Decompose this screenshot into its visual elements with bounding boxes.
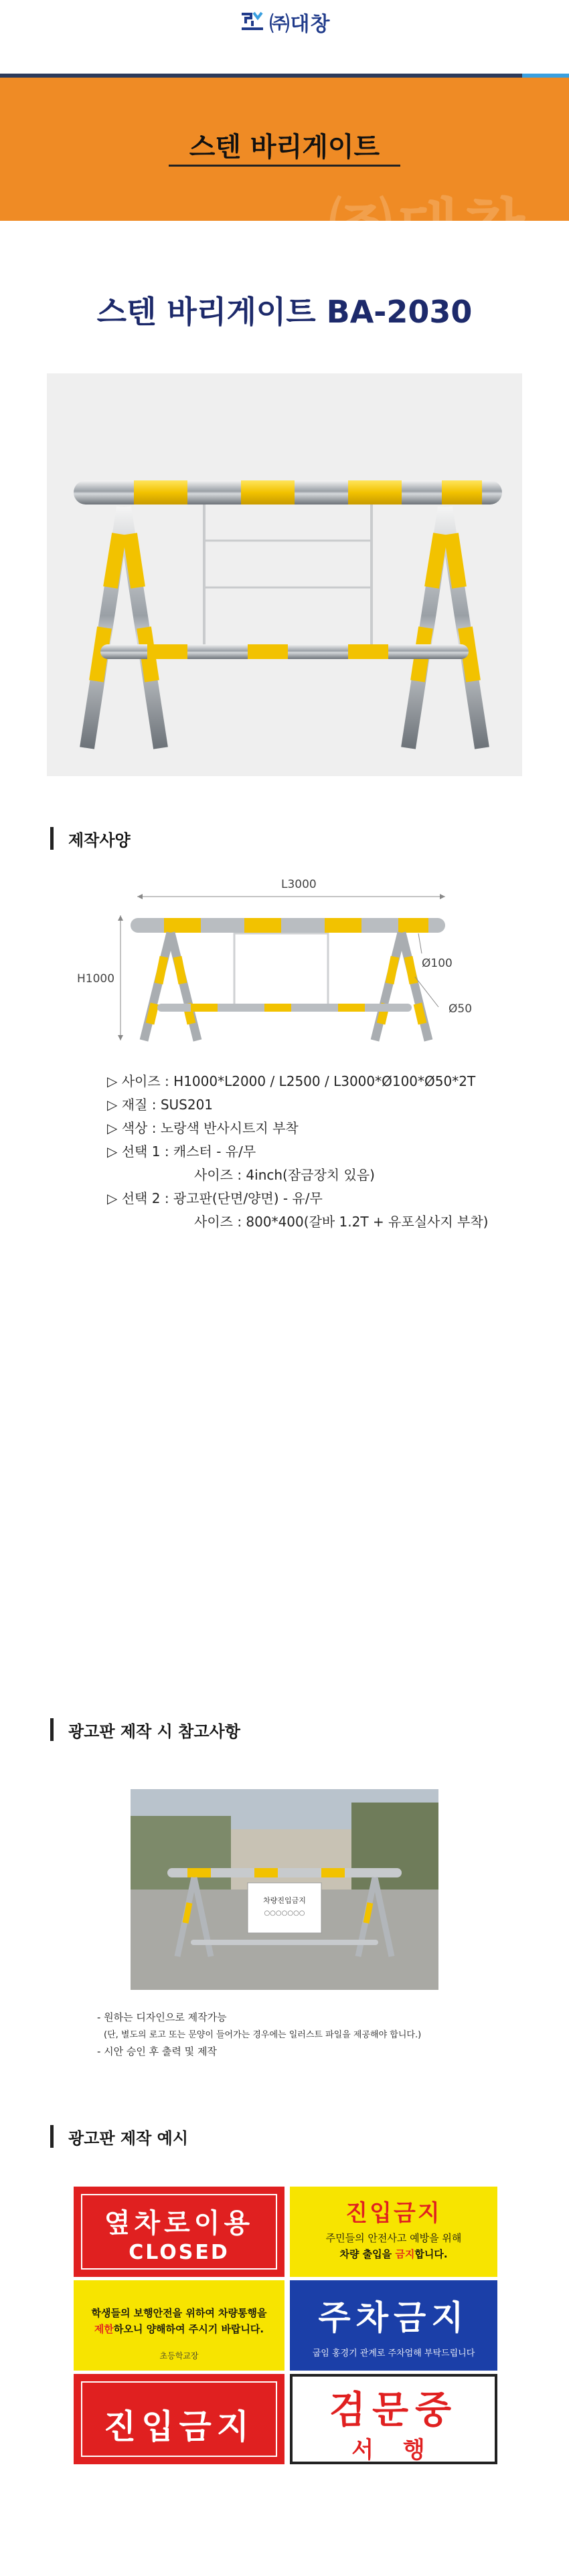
section-bar bbox=[50, 2125, 54, 2148]
banner-underline bbox=[169, 165, 400, 167]
banner-title: 스텐 바리게이트 bbox=[189, 132, 380, 163]
logo-mark-icon bbox=[239, 9, 266, 35]
spec-color: ▷ 색상 : 노랑색 반사시트지 부착 bbox=[107, 1120, 299, 1136]
section-heading-ad-notes bbox=[50, 1718, 240, 1742]
spec-option1-size: 사이즈 : 4inch(잠금장치 있음) bbox=[194, 1167, 375, 1183]
sign-title: 옆차로이용 bbox=[104, 2208, 254, 2239]
sign-line2 bbox=[74, 2322, 284, 2336]
sign-lane-closed bbox=[74, 2187, 284, 2277]
product-title: 스텐 바리게이트 BA-2030 bbox=[96, 294, 473, 330]
sign-line2 bbox=[290, 2247, 497, 2261]
section-title: 광고판 제작 시 참고사항 bbox=[68, 1722, 240, 1741]
sign-subtitle: 서 행 bbox=[351, 2437, 436, 2464]
section-bar bbox=[50, 827, 54, 850]
sign-line1: 주민들의 안전사고 예방을 위해 bbox=[325, 2232, 462, 2244]
dimension-drawing bbox=[64, 870, 479, 1050]
company-logo bbox=[0, 5, 569, 39]
sign-title: 진입금지 bbox=[103, 2407, 255, 2446]
spec-option2: ▷ 선택 2 : 광고판(단면/양면) - 유/무 bbox=[107, 1190, 323, 1206]
ad-board-photo bbox=[131, 1789, 438, 1990]
note-line3: - 시안 승인 후 출력 및 제작 bbox=[97, 2045, 217, 2057]
dimension-pipe-top: Ø100 bbox=[422, 957, 453, 970]
ad-sign-line2: ○○○○○○○ bbox=[264, 1910, 305, 1917]
spec-size: ▷ 사이즈 : H1000*L2000 / L2500 / L3000*Ø100*Ø50*2T bbox=[107, 1073, 476, 1089]
sign-title: 주차금지 bbox=[318, 2298, 469, 2337]
sign-title: 진입금지 bbox=[345, 2200, 442, 2227]
section-title: 광고판 제작 예시 bbox=[68, 2128, 188, 2148]
note-line2: (단, 별도의 로고 또는 문양이 들어가는 경우에는 일러스트 파일을 제공해야 합니다.) bbox=[104, 2030, 422, 2040]
logo-text: ㈜대창 bbox=[269, 13, 331, 36]
product-photo bbox=[47, 373, 522, 776]
sign-no-entry-residents bbox=[290, 2187, 497, 2277]
section-bar bbox=[50, 1718, 54, 1741]
section-title: 제작사양 bbox=[68, 830, 131, 850]
sign-no-entry bbox=[74, 2374, 284, 2464]
sign-line2-post: 합니다. bbox=[414, 2248, 448, 2260]
sign-line1: 학생들의 보행안전을 위하여 차량통행을 bbox=[91, 2307, 267, 2319]
note-line1: - 원하는 디자인으로 제작가능 bbox=[97, 2011, 227, 2023]
sign-line2-post: 하오니 양해하여 주시기 바랍니다. bbox=[113, 2323, 264, 2335]
sign-footer: 초등학교장 bbox=[159, 2351, 199, 2361]
sign-line2-pre: 차량 출입을 bbox=[339, 2248, 396, 2260]
sign-subtitle: CLOSED bbox=[129, 2241, 230, 2264]
sign-school-notice bbox=[74, 2280, 284, 2371]
sign-title: 검문중 bbox=[329, 2389, 459, 2432]
dimension-length: L3000 bbox=[281, 878, 317, 891]
sign-line2-highlight: 금지 bbox=[395, 2248, 415, 2260]
dimension-height: H1000 bbox=[77, 972, 115, 986]
ad-sign-line1: 차량진입금지 bbox=[263, 1896, 306, 1905]
section-heading-spec bbox=[50, 826, 131, 850]
spec-option2-size: 사이즈 : 800*400(갈바 1.2T + 유포실사지 부착) bbox=[194, 1214, 489, 1230]
sign-subtitle: 굽임 홍경기 관계로 주차엄해 부탁드립니다 bbox=[312, 2349, 475, 2359]
banner-watermark: ㈜대창 bbox=[328, 191, 529, 266]
title-banner bbox=[0, 78, 569, 266]
sign-line2-highlight: 제한 bbox=[94, 2323, 114, 2335]
section-heading-ad-examples bbox=[50, 2124, 188, 2148]
spec-option1: ▷ 선택 1 : 캐스터 - 유/무 bbox=[107, 1143, 256, 1160]
sign-checkpoint bbox=[290, 2374, 497, 2464]
dimension-pipe-bottom: Ø50 bbox=[449, 1002, 473, 1016]
sign-no-parking bbox=[290, 2280, 497, 2371]
spec-material: ▷ 재질 : SUS201 bbox=[107, 1097, 214, 1113]
